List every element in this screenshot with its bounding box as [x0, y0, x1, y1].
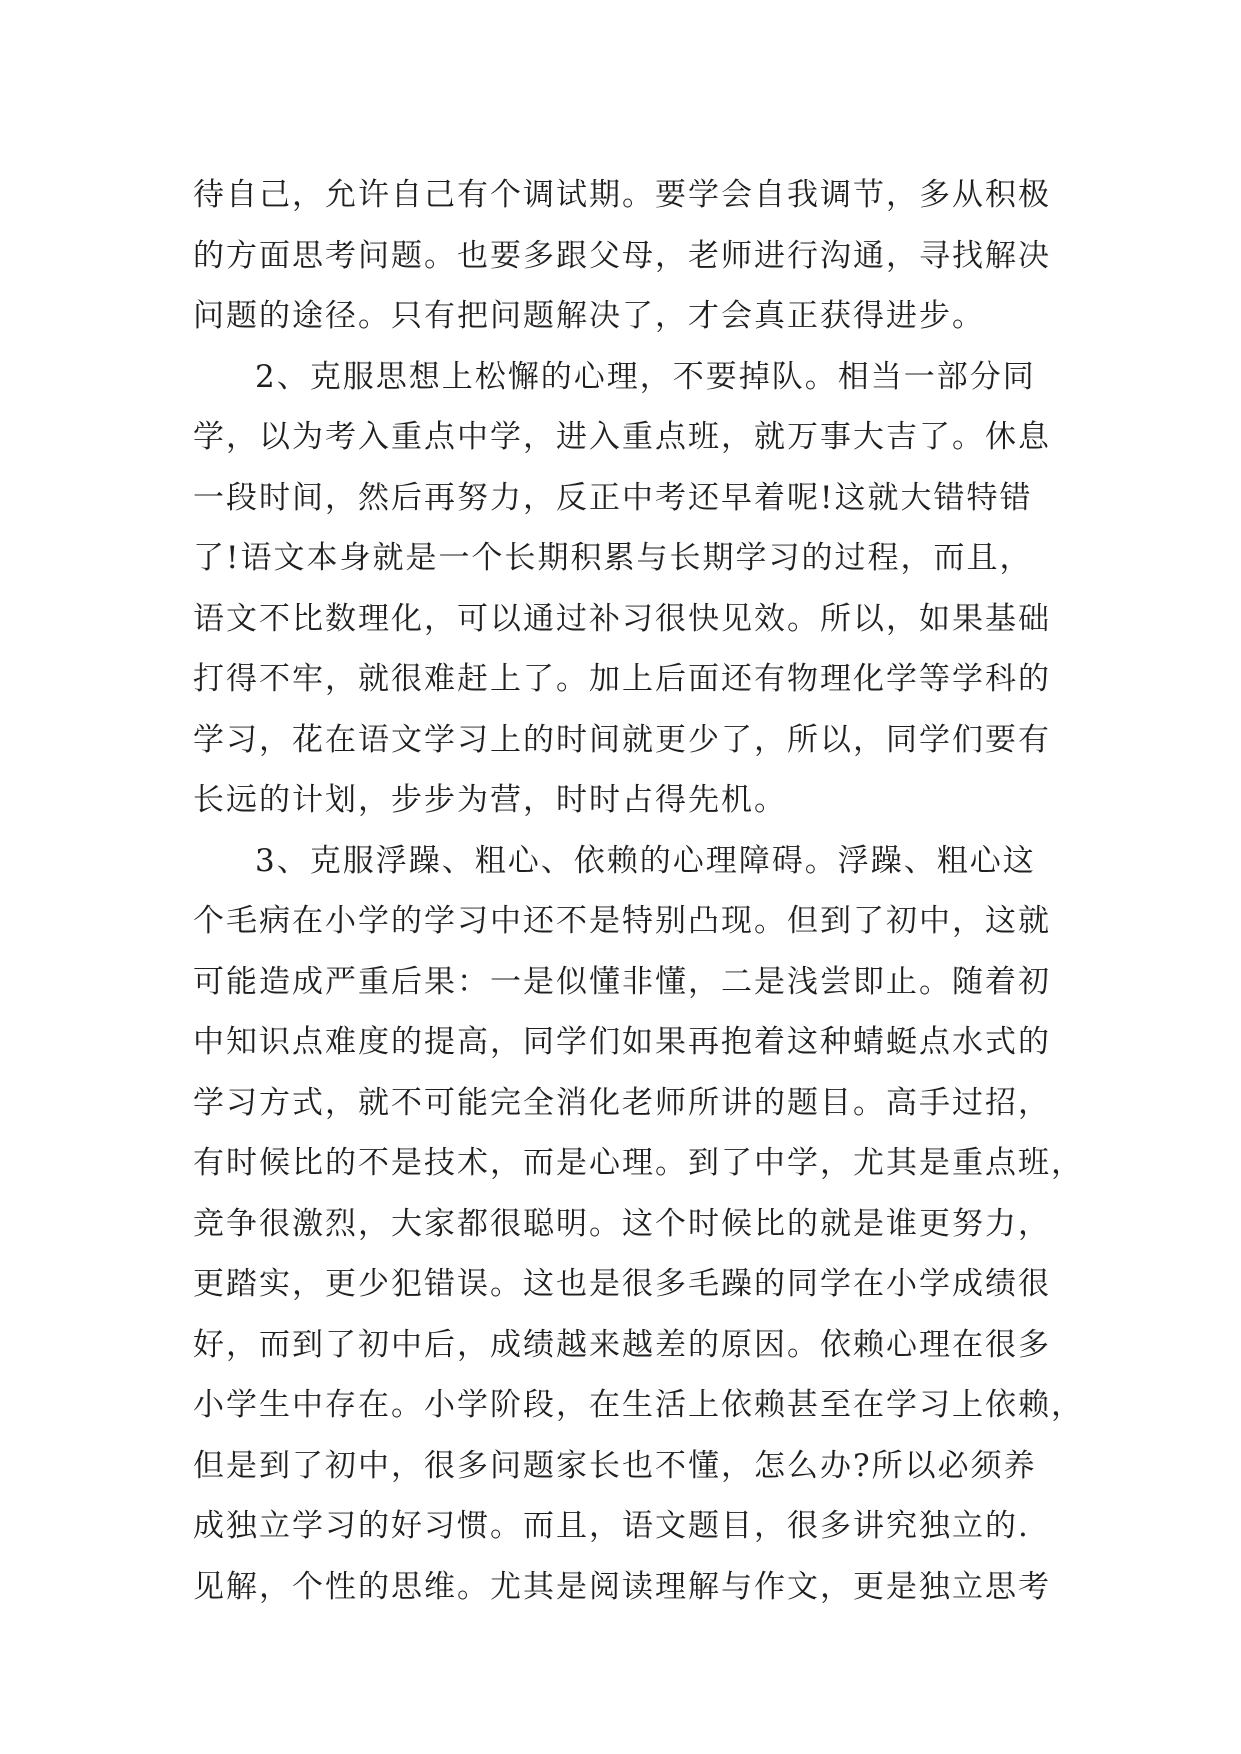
- text-line: 了!语文本身就是一个长期积累与长期学习的过程，而且，: [193, 540, 1033, 576]
- text-line: 学，以为考入重点中学，进入重点班，就万事大吉了。休息: [193, 419, 1051, 455]
- text-line: 竞争很激烈，大家都很聪明。这个时候比的就是谁更努力，: [193, 1205, 1051, 1242]
- text-line: 打得不牢，就很难赶上了。加上后面还有物理化学等学科的: [193, 661, 1051, 697]
- text-line: 成独立学习的好习惯。而且，语文题目，很多讲究独立的.: [193, 1508, 1030, 1544]
- text-line: 更踏实，更少犯错误。这也是很多毛躁的同学在小学成绩很: [193, 1266, 1051, 1302]
- text-line: 见解，个性的思维。尤其是阅读理解与作文，更是独立思考: [193, 1568, 1051, 1605]
- text-line: 好，而到了初中后，成绩越来越差的原因。依赖心理在很多: [193, 1326, 1051, 1363]
- text-line: 小学生中存在。小学阶段，在生活上依赖甚至在学习上依赖，: [193, 1387, 1084, 1423]
- text-line: 语文不比数理化，可以通过补习很快见效。所以，如果基础: [193, 600, 1051, 637]
- text-line: 个毛病在小学的学习中还不是特别凸现。但到了初中，这就: [193, 903, 1051, 939]
- text-line: 的方面思考问题。也要多跟父母，老师进行沟通，寻找解决: [193, 237, 1051, 274]
- document-body: [193, 165, 1084, 1617]
- paragraph-first-line: 2、克服思想上松懈的心理，不要掉队。相当一部分同: [255, 358, 1036, 395]
- text-line: 学习，花在语文学习上的时间就更少了，所以，同学们要有: [193, 721, 1051, 758]
- text-line: 但是到了初中，很多问题家长也不懂，怎么办?所以必须养: [193, 1447, 1037, 1484]
- text-line: 中知识点难度的提高，同学们如果再抱着这种蜻蜓点水式的: [193, 1024, 1051, 1060]
- text-line: 可能造成严重后果：一是似懂非懂，二是浅尝即止。随着初: [193, 963, 1051, 1000]
- text-line: 长远的计划，步步为营，时时占得先机。: [193, 782, 787, 818]
- text-line: 学习方式，就不可能完全消化老师所讲的题目。高手过招，: [193, 1084, 1051, 1121]
- text-line: 有时候比的不是技术，而是心理。到了中学，尤其是重点班，: [193, 1145, 1084, 1181]
- paragraph-first-line: 3、克服浮躁、粗心、依赖的心理障碍。浮躁、粗心这: [255, 842, 1036, 879]
- text-line: 问题的途径。只有把问题解决了，才会真正获得进步。: [193, 298, 985, 334]
- text-line: 待自己，允许自己有个调试期。要学会自我调节，多从积极: [193, 177, 1051, 213]
- text-line: 一段时间，然后再努力，反正中考还早着呢!这就大错特错: [193, 479, 1033, 516]
